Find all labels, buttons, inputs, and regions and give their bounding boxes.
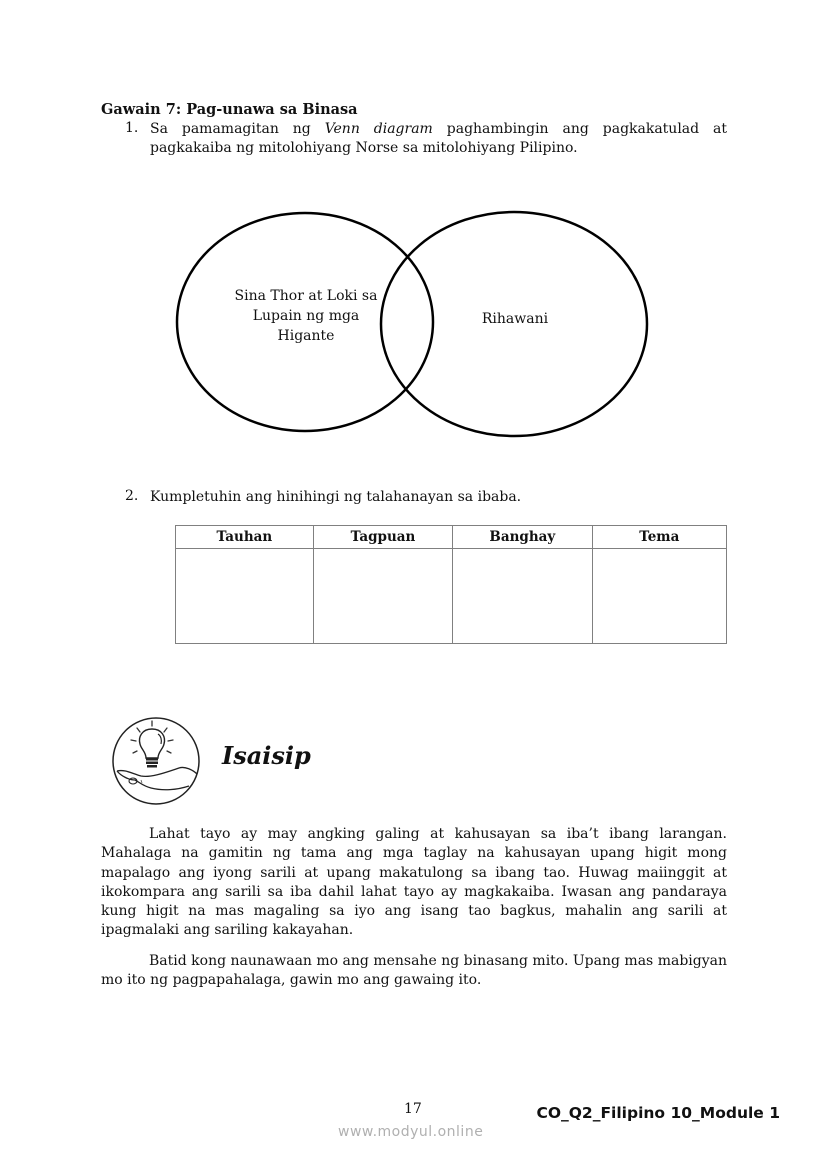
table-row	[176, 549, 727, 644]
activity-heading: Gawain 7: Pag-unawa sa Binasa	[101, 101, 358, 118]
cell-banghay[interactable]	[453, 549, 592, 644]
watermark: www.modyul.online	[338, 1124, 484, 1140]
isaisip-title: Isaisip	[222, 741, 311, 770]
item-1-line-1	[150, 120, 727, 139]
paragraph-1-text: Lahat tayo ay may angking galing at kahusayan sa iba’t ibang larangan. Mahalaga na gamitin ng tama ang mga taglay na kahusayan upang higit mong mapalago ang iyong sarili at upang makatulong sa ibang tao. Huwag maiinggit at ikokompara ang sarili sa iba dahil lahat tayo ay magkakaiba. Iwasan ang pandaraya kung higit na mas magaling sa iyo ang isang tao bagkus, mahalin ang sarili at ipagmalaki ang sariling kakayahan.	[101, 826, 727, 939]
item-1-text-end: paghambingin ang pagkakatulad at	[432, 121, 728, 137]
module-code: CO_Q2_Filipino 10_Module 1	[536, 1104, 780, 1122]
isaisip-paragraph-1	[101, 825, 727, 941]
cell-tagpuan[interactable]	[313, 549, 452, 644]
item-1-line-2: pagkakaiba ng mitolohiyang Norse sa mitolohiyang Pilipino.	[150, 140, 578, 156]
venn-diagram-term: Venn diagram	[324, 121, 433, 137]
item-2-text: Kumpletuhin ang hinihingi ng talahanayan sa ibaba.	[150, 489, 522, 505]
venn-left-label[interactable]	[224, 286, 388, 346]
venn-left-label-line: Sina Thor at Loki sa	[234, 288, 378, 304]
header-tagpuan: Tagpuan	[313, 526, 452, 549]
lightbulb-hand-icon	[111, 716, 201, 806]
venn-left-label-line: Higante	[277, 328, 335, 344]
page-number: 17	[404, 1101, 422, 1117]
header-tauhan: Tauhan	[176, 526, 314, 549]
venn-left-label-line: Lupain ng mga	[252, 308, 360, 324]
header-tema: Tema	[592, 526, 726, 549]
item-2-number: 2.	[125, 488, 139, 504]
cell-tauhan[interactable]	[176, 549, 314, 644]
isaisip-paragraph-2	[101, 952, 727, 991]
cell-tema[interactable]	[592, 549, 726, 644]
answer-table	[175, 525, 727, 644]
item-1-text-start: Sa pamamagitan ng	[150, 121, 325, 137]
item-1-text	[150, 120, 727, 158]
header-banghay: Banghay	[453, 526, 592, 549]
item-1-number: 1.	[125, 120, 139, 136]
venn-right-label[interactable]: Rihawani	[481, 311, 549, 327]
paragraph-2-text: Batid kong naunawaan mo ang mensahe ng binasang mito. Upang mas mabigyan mo ito ng pagpapahalaga, gawin mo ang gawaing ito.	[101, 953, 727, 989]
table-header-row	[176, 526, 727, 549]
